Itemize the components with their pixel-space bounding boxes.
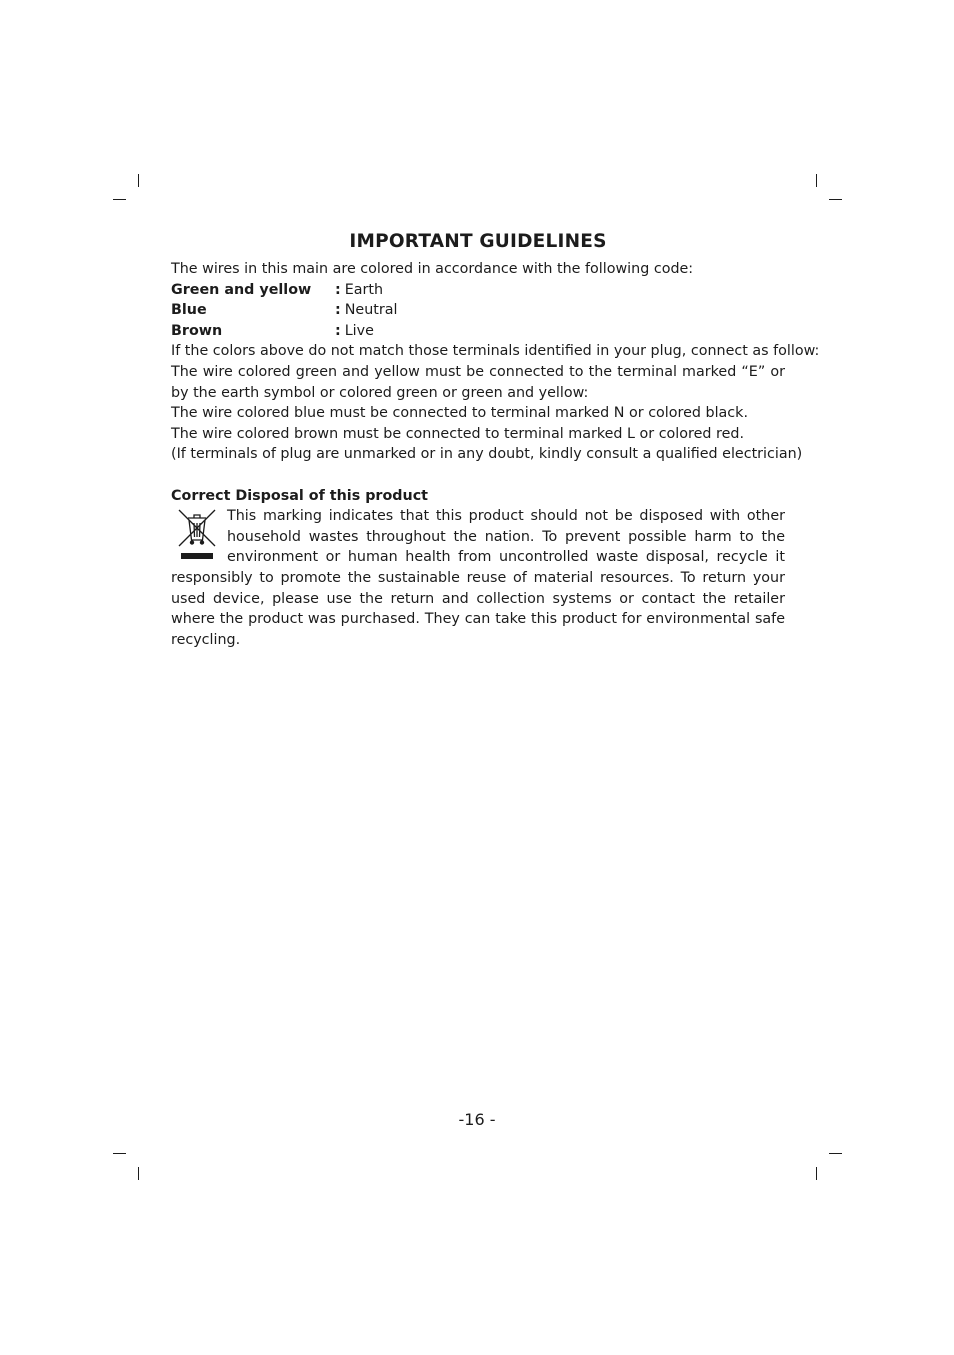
brown-instruction: The wire colored brown must be connected to terminal marked L or colored red. — [171, 425, 744, 442]
color-code-row-neutral — [171, 300, 785, 321]
intro-text: The wires in this main are colored in accordance with the following code: — [171, 261, 694, 277]
wire-color-label: Green and yellow — [171, 281, 312, 298]
wire-meaning: Earth — [344, 281, 384, 298]
doubt-instruction: (If terminals of plug are unmarked or in any doubt, kindly consult a qualified electrician) — [171, 446, 803, 463]
code-separator: : — [335, 302, 341, 319]
color-code-row-live — [171, 321, 785, 342]
blue-instruction: The wire colored blue must be connected to terminal marked N or colored black. — [171, 405, 748, 422]
paragraph-spacer — [171, 465, 785, 486]
code-separator: : — [335, 281, 341, 298]
wire-color-label: Brown — [171, 322, 223, 339]
code-separator: : — [335, 322, 341, 339]
crop-mark-top-left-vertical — [138, 174, 139, 187]
crop-mark-bottom-left-horizontal — [113, 1153, 126, 1154]
crop-mark-top-left-horizontal — [113, 199, 126, 200]
page-title: IMPORTANT GUIDELINES — [349, 231, 607, 252]
crop-mark-bottom-right-horizontal — [829, 1153, 842, 1154]
crop-mark-top-right-horizontal — [829, 199, 842, 200]
crop-mark-bottom-left-vertical — [138, 1167, 139, 1180]
wire-color-label: Blue — [171, 302, 207, 319]
crop-mark-bottom-right-vertical — [816, 1167, 817, 1180]
wire-meaning: Live — [344, 322, 374, 339]
disposal-section — [171, 506, 785, 650]
disposal-heading: Correct Disposal of this product — [171, 487, 429, 504]
wire-meaning: Neutral — [344, 302, 398, 319]
color-code-row-earth — [171, 280, 785, 301]
green-yellow-instruction: The wire colored green and yellow must be connected to the terminal marked “E” or by the earth symbol or colored green or green and yellow: — [171, 363, 785, 401]
guidelines-content — [171, 230, 820, 650]
crop-mark-top-right-vertical — [816, 174, 817, 187]
crossed-out-wheelie-bin-icon — [175, 508, 219, 564]
mismatch-instruction: If the colors above do not match those terminals identified in your plug, connect as follow: — [171, 343, 820, 360]
page-number: -16 - — [458, 1110, 496, 1129]
disposal-text: This marking indicates that this product should not be disposed with other household wastes throughout the nation. To prevent possible harm to the environment or human health from uncontrolled waste disposal, recycle it responsibly to promote the sustainable reuse of material resources. To return your used device, please use the return and collection systems or contact the retailer where the product was purchased. They can take this product for environmental safe recycling. — [171, 508, 785, 648]
